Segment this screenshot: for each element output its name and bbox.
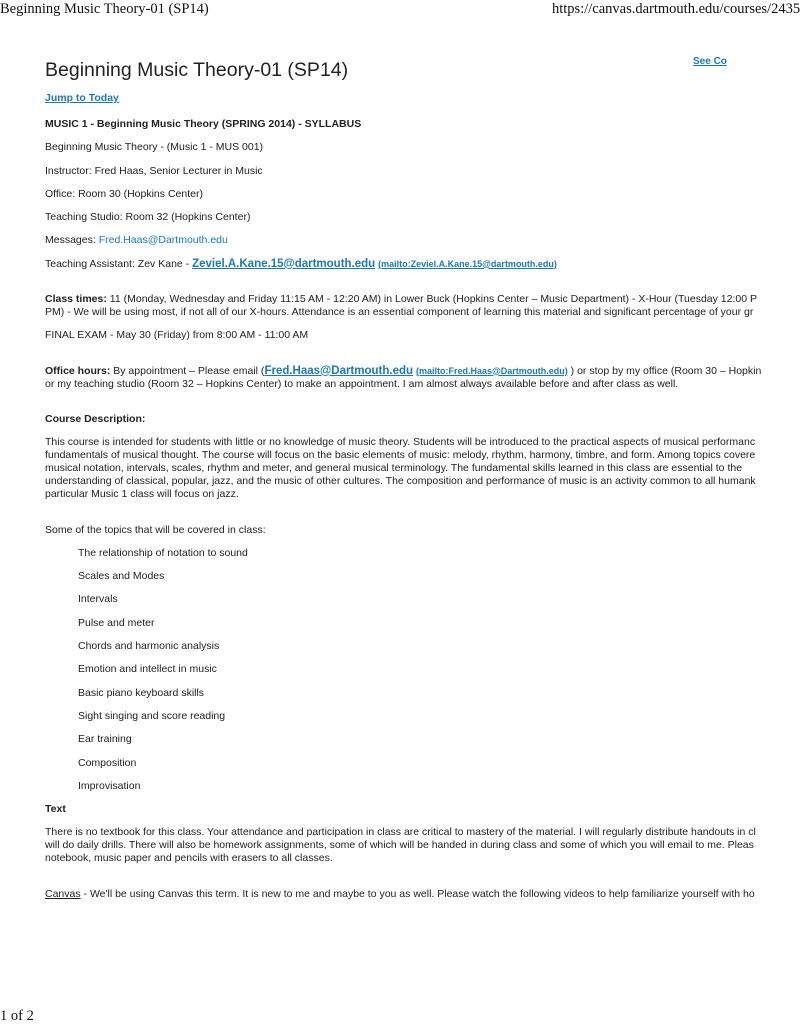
- canvas-line: [45, 887, 755, 901]
- spacer: [45, 281, 725, 293]
- topics-intro: Some of the topics that will be covered in class:: [45, 523, 266, 536]
- course-description-line: This course is intended for students with little or no knowledge of music theory. Students will be introduced to the practical aspects of musical performanc: [45, 436, 756, 449]
- course-description-heading: Course Description:: [45, 412, 146, 425]
- topic-item: Composition: [78, 756, 137, 769]
- office-hours-text-3: or my teaching studio (Room 32 – Hopkins Center) to make an appointment. I am almost always available before and after class as well.: [45, 377, 679, 390]
- topic-item: Ear training: [78, 733, 132, 746]
- ta-email-link[interactable]: Zeviel.A.Kane.15@dartmouth.edu: [192, 257, 376, 270]
- final-exam-line: FINAL EXAM - May 30 (Friday) from 8:00 AM - 11:00 AM: [45, 329, 309, 342]
- office-hours-mailto-link[interactable]: (mailto:Fred.Haas@Dartmouth.edu): [415, 365, 568, 376]
- topic-item: Pulse and meter: [78, 616, 155, 629]
- see-course-link[interactable]: See Co: [693, 56, 727, 67]
- text-heading: Text: [45, 803, 66, 816]
- topic-item: Sight singing and score reading: [78, 709, 226, 722]
- office-hours-label: Office hours:: [45, 364, 111, 377]
- topic-item: Chords and harmonic analysis: [78, 640, 220, 653]
- office-hours-line: [45, 364, 762, 391]
- instructor-line: Instructor: Fred Haas, Senior Lecturer in Music: [45, 164, 263, 177]
- print-page-url: https://canvas.dartmouth.edu/courses/2435: [552, 1, 800, 17]
- print-page-number: 1 of 2: [0, 1008, 34, 1024]
- office-hours-email-link[interactable]: Fred.Haas@Dartmouth.edu: [264, 364, 414, 377]
- topic-item: Intervals: [78, 593, 118, 606]
- text-line: will do daily drills. There will also be homework assignments, some of which will be handed in during class and some of which you will email to me. Pleas: [45, 839, 754, 852]
- topic-item: Basic piano keyboard skills: [78, 686, 205, 699]
- print-header: [0, 0, 800, 20]
- text-section: [45, 826, 756, 865]
- spacer: [45, 401, 725, 413]
- topic-item: The relationship of notation to sound: [78, 546, 248, 559]
- messages-email-link[interactable]: Fred.Haas@Dartmouth.edu: [98, 234, 228, 247]
- spacer: [45, 876, 725, 888]
- class-times-label: Class times:: [45, 293, 107, 306]
- ta-mailto-link[interactable]: (mailto:Zeviel.A.Kane.15@dartmouth.edu): [378, 258, 557, 269]
- page-title: Beginning Music Theory-01 (SP14): [45, 59, 349, 81]
- topics-list: [45, 547, 725, 793]
- spacer: [45, 353, 725, 365]
- syllabus-heading: MUSIC 1 - Beginning Music Theory (SPRING 2014) - SYLLABUS: [45, 118, 362, 130]
- ta-label: Teaching Assistant: Zev Kane -: [45, 257, 193, 270]
- text-line: notebook, music paper and pencils with erasers to all classes.: [45, 852, 333, 865]
- course-description-line: understanding of classical, popular, jazz, and the music of other cultures. The composition and performance of music is an activity common to all humank: [45, 475, 756, 488]
- ta-line: [45, 258, 725, 271]
- course-subtitle: Beginning Music Theory - (Music 1 - MUS 001): [45, 141, 264, 154]
- topic-item: Improvisation: [78, 779, 141, 792]
- office-hours-text-2: ) or stop by my office (Room 30 – Hopkin: [567, 364, 762, 377]
- canvas-text: - We'll be using Canvas this term. It is new to me and maybe to you as well. Please watch the following videos to help familiarize yourself with ho: [80, 887, 755, 900]
- text-line: There is no textbook for this class. Your attendance and participation in class are critical to mastery of the material. I will regularly distribute handouts in cl: [45, 826, 756, 839]
- syllabus-content: [45, 56, 762, 1006]
- spacer: [45, 512, 725, 524]
- topic-item: Emotion and intellect in music: [78, 663, 217, 676]
- class-times-text: 11 (Monday, Wednesday and Friday 11:15 AM - 12:20 AM) in Lower Buck (Hopkins Center – Music Department) - X-Hour (Tuesday 12:00 P: [106, 293, 758, 306]
- course-description-line: particular Music 1 class will focus on jazz.: [45, 488, 239, 501]
- office-hours-text: By appointment – Please email (: [110, 364, 265, 377]
- course-description-line: fundamentals of musical thought. The course will focus on the basic elements of music: melody, rhythm, harmony, timbre, and form. Among topics covere: [45, 449, 756, 462]
- messages-label: Messages:: [45, 234, 99, 247]
- jump-to-today-link[interactable]: Jump to Today: [45, 92, 119, 104]
- office-line: Office: Room 30 (Hopkins Center): [45, 187, 203, 200]
- course-description-line: musical notation, intervals, scales, rhythm and meter, and general musical terminology. The fundamental skills learned in this class are essential to the: [45, 462, 743, 475]
- class-times-line: [45, 293, 758, 319]
- canvas-link[interactable]: Canvas: [45, 887, 81, 900]
- course-description: [45, 436, 756, 501]
- topic-item: Scales and Modes: [78, 570, 165, 583]
- studio-line: Teaching Studio: Room 32 (Hopkins Center): [45, 211, 251, 224]
- print-page-title: Beginning Music Theory-01 (SP14): [0, 1, 209, 17]
- class-times-text-2: PM) - We will be using most, if not all of our X-hours. Attendance is an essential component of learning this material and significant percentage of your gr: [45, 306, 754, 319]
- messages-line: [45, 234, 725, 247]
